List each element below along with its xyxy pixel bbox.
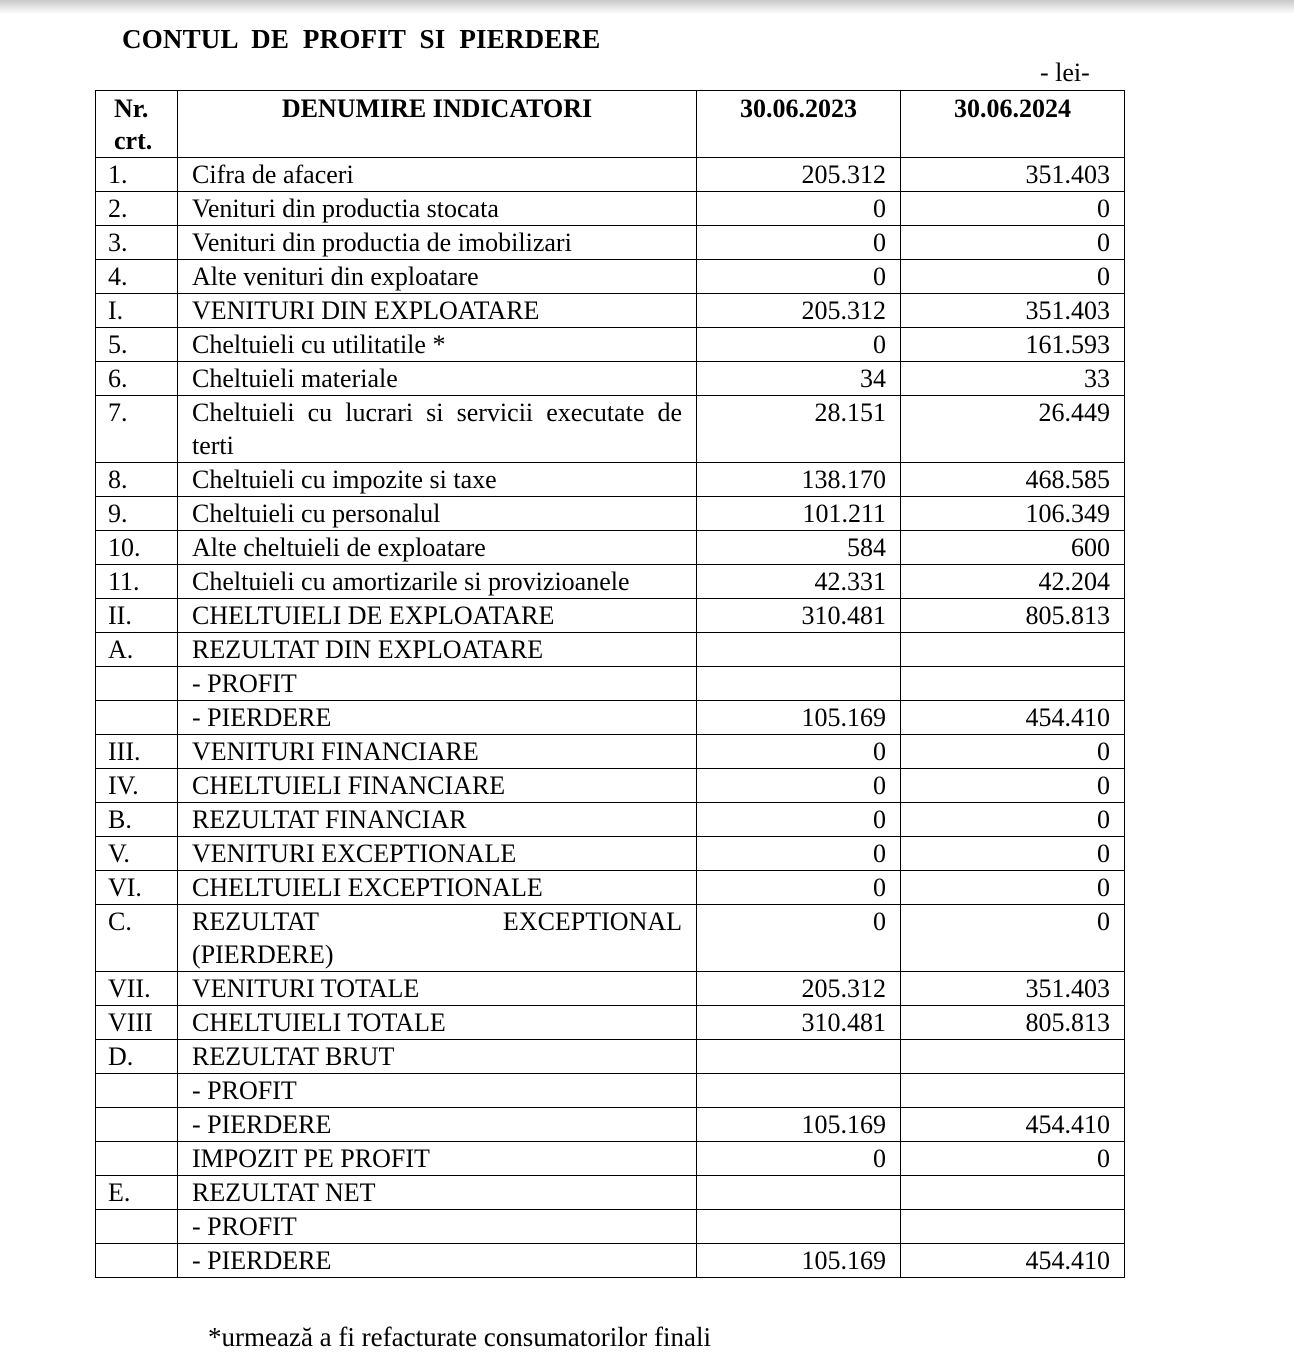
row-value-2023: 205.312 <box>697 972 901 1006</box>
row-name: Alte cheltuieli de exploatare <box>178 531 697 565</box>
table-row <box>96 735 1125 769</box>
row-value-2023: 101.211 <box>697 497 901 531</box>
row-name <box>178 905 697 972</box>
row-name: REZULTAT FINANCIAR <box>178 803 697 837</box>
row-value-2024: 0 <box>901 871 1125 905</box>
row-value-2024 <box>901 1210 1125 1244</box>
row-name: - PIERDERE <box>178 1108 697 1142</box>
row-value-2023 <box>697 1210 901 1244</box>
header-nr-line2: crt. <box>114 126 153 155</box>
row-value-2023: 138.170 <box>697 463 901 497</box>
row-value-2024: 351.403 <box>901 294 1125 328</box>
row-value-2024: 600 <box>901 531 1125 565</box>
table-row <box>96 769 1125 803</box>
table-row <box>96 158 1125 192</box>
row-nr <box>96 1108 178 1142</box>
row-value-2023: 0 <box>697 260 901 294</box>
row-value-2023: 584 <box>697 531 901 565</box>
table-row <box>96 1244 1125 1278</box>
table-row <box>96 463 1125 497</box>
row-value-2023: 310.481 <box>697 1006 901 1040</box>
row-value-2023 <box>697 633 901 667</box>
row-name: IMPOZIT PE PROFIT <box>178 1142 697 1176</box>
row-name: REZULTAT BRUT <box>178 1040 697 1074</box>
row-value-2024: 0 <box>901 837 1125 871</box>
row-value-2024: 106.349 <box>901 497 1125 531</box>
page-title: CONTUL DE PROFIT SI PIERDERE <box>122 24 601 54</box>
table-row <box>96 328 1125 362</box>
row-nr: 10. <box>96 531 178 565</box>
row-value-2023: 0 <box>697 905 901 972</box>
row-value-2024: 0 <box>901 905 1125 972</box>
row-value-2024 <box>901 667 1125 701</box>
row-value-2023: 205.312 <box>697 158 901 192</box>
row-value-2023: 105.169 <box>697 701 901 735</box>
row-name: - PROFIT <box>178 1210 697 1244</box>
row-name: - PIERDERE <box>178 1244 697 1278</box>
row-nr <box>96 1244 178 1278</box>
row-name: Cheltuieli cu amortizarile si provizioanele <box>178 565 697 599</box>
row-value-2023: 0 <box>697 1142 901 1176</box>
row-value-2023: 28.151 <box>697 396 901 463</box>
row-name: Venituri din productia stocata <box>178 192 697 226</box>
row-nr: 5. <box>96 328 178 362</box>
row-nr <box>96 1074 178 1108</box>
row-name: Cheltuieli cu utilitatile * <box>178 328 697 362</box>
footnote: *urmează a fi refacturate consumatorilor finali <box>208 1322 711 1352</box>
row-name: REZULTAT NET <box>178 1176 697 1210</box>
row-value-2024: 0 <box>901 735 1125 769</box>
table-row <box>96 1210 1125 1244</box>
row-value-2024: 454.410 <box>901 1244 1125 1278</box>
row-name: CHELTUIELI FINANCIARE <box>178 769 697 803</box>
row-value-2023: 0 <box>697 837 901 871</box>
table-row <box>96 599 1125 633</box>
row-value-2024: 0 <box>901 226 1125 260</box>
row-nr: II. <box>96 599 178 633</box>
row-nr: III. <box>96 735 178 769</box>
header-2023: 30.06.2023 <box>697 91 901 158</box>
header-2024: 30.06.2024 <box>901 91 1125 158</box>
row-value-2024 <box>901 1176 1125 1210</box>
row-nr: 7. <box>96 396 178 463</box>
row-name: VENITURI FINANCIARE <box>178 735 697 769</box>
row-value-2023: 0 <box>697 192 901 226</box>
row-value-2024: 351.403 <box>901 158 1125 192</box>
table-row <box>96 837 1125 871</box>
row-nr: 1. <box>96 158 178 192</box>
row-value-2023: 0 <box>697 871 901 905</box>
table-row <box>96 667 1125 701</box>
row-name: VENITURI TOTALE <box>178 972 697 1006</box>
row-value-2024: 805.813 <box>901 599 1125 633</box>
row-name: Cheltuieli cu personalul <box>178 497 697 531</box>
row-value-2024: 0 <box>901 260 1125 294</box>
row-value-2024: 42.204 <box>901 565 1125 599</box>
row-value-2023: 0 <box>697 769 901 803</box>
row-value-2024: 805.813 <box>901 1006 1125 1040</box>
row-value-2024: 161.593 <box>901 328 1125 362</box>
table-row <box>96 972 1125 1006</box>
table-row <box>96 531 1125 565</box>
row-name: CHELTUIELI DE EXPLOATARE <box>178 599 697 633</box>
row-nr: D. <box>96 1040 178 1074</box>
currency-unit: - lei- <box>1040 58 1090 87</box>
row-value-2023: 42.331 <box>697 565 901 599</box>
table-row <box>96 260 1125 294</box>
header-nr <box>96 91 178 158</box>
header-nr-line1: Nr. <box>114 94 149 123</box>
row-name: Alte venituri din exploatare <box>178 260 697 294</box>
row-value-2023: 0 <box>697 803 901 837</box>
row-value-2024 <box>901 1040 1125 1074</box>
row-value-2023: 205.312 <box>697 294 901 328</box>
table-row <box>96 1040 1125 1074</box>
row-name: - PIERDERE <box>178 701 697 735</box>
row-value-2024 <box>901 1074 1125 1108</box>
row-name-line1 <box>192 905 682 938</box>
row-value-2024: 468.585 <box>901 463 1125 497</box>
table-row <box>96 803 1125 837</box>
row-value-2024: 351.403 <box>901 972 1125 1006</box>
table-row <box>96 1142 1125 1176</box>
row-value-2023 <box>697 667 901 701</box>
row-value-2024: 33 <box>901 362 1125 396</box>
row-name-part-a: REZULTAT <box>192 907 319 936</box>
table-row <box>96 1006 1125 1040</box>
row-name: CHELTUIELI EXCEPTIONALE <box>178 871 697 905</box>
row-nr: 6. <box>96 362 178 396</box>
row-value-2023: 0 <box>697 328 901 362</box>
row-value-2023: 34 <box>697 362 901 396</box>
table-row <box>96 396 1125 463</box>
header-name: DENUMIRE INDICATORI <box>178 91 697 158</box>
row-nr: B. <box>96 803 178 837</box>
row-name: Venituri din productia de imobilizari <box>178 226 697 260</box>
row-name: CHELTUIELI TOTALE <box>178 1006 697 1040</box>
table-row <box>96 497 1125 531</box>
row-value-2024: 454.410 <box>901 1108 1125 1142</box>
top-shadow <box>0 0 1294 14</box>
row-name: Cifra de afaceri <box>178 158 697 192</box>
table-row <box>96 905 1125 972</box>
row-nr: 3. <box>96 226 178 260</box>
row-name: - PROFIT <box>178 667 697 701</box>
table-header-row <box>96 91 1125 158</box>
row-name: VENITURI EXCEPTIONALE <box>178 837 697 871</box>
row-nr: C. <box>96 905 178 972</box>
row-value-2024: 0 <box>901 192 1125 226</box>
row-value-2023 <box>697 1176 901 1210</box>
row-value-2023: 105.169 <box>697 1108 901 1142</box>
row-value-2023: 0 <box>697 735 901 769</box>
row-nr: 2. <box>96 192 178 226</box>
table-row <box>96 701 1125 735</box>
row-value-2024: 454.410 <box>901 701 1125 735</box>
row-nr: VII. <box>96 972 178 1006</box>
row-name-part-b: EXCEPTIONAL <box>502 907 682 936</box>
row-nr <box>96 701 178 735</box>
row-value-2024 <box>901 633 1125 667</box>
row-nr: A. <box>96 633 178 667</box>
row-value-2024: 26.449 <box>901 396 1125 463</box>
row-value-2024: 0 <box>901 803 1125 837</box>
row-name: Cheltuieli cu impozite si taxe <box>178 463 697 497</box>
row-nr: V. <box>96 837 178 871</box>
row-nr: 4. <box>96 260 178 294</box>
row-value-2023: 310.481 <box>697 599 901 633</box>
table-row <box>96 1176 1125 1210</box>
table-row <box>96 226 1125 260</box>
row-nr: VI. <box>96 871 178 905</box>
row-value-2023: 0 <box>697 226 901 260</box>
table-row <box>96 362 1125 396</box>
row-nr <box>96 1142 178 1176</box>
row-name: Cheltuieli cu lucrari si servicii executate de terti <box>178 396 697 463</box>
row-value-2024: 0 <box>901 769 1125 803</box>
table-row <box>96 1074 1125 1108</box>
table-row <box>96 633 1125 667</box>
row-nr: IV. <box>96 769 178 803</box>
row-nr: 11. <box>96 565 178 599</box>
row-value-2024: 0 <box>901 1142 1125 1176</box>
row-nr: I. <box>96 294 178 328</box>
row-value-2023 <box>697 1040 901 1074</box>
row-nr <box>96 1210 178 1244</box>
table-row <box>96 565 1125 599</box>
row-name: - PROFIT <box>178 1074 697 1108</box>
row-nr: VIII <box>96 1006 178 1040</box>
table-row <box>96 294 1125 328</box>
row-name: REZULTAT DIN EXPLOATARE <box>178 633 697 667</box>
table-row <box>96 192 1125 226</box>
row-nr <box>96 667 178 701</box>
row-name-part-c: (PIERDERE) <box>192 940 334 969</box>
table-row <box>96 1108 1125 1142</box>
row-value-2023 <box>697 1074 901 1108</box>
row-nr: 8. <box>96 463 178 497</box>
row-value-2023: 105.169 <box>697 1244 901 1278</box>
row-nr: E. <box>96 1176 178 1210</box>
table-row <box>96 871 1125 905</box>
row-nr: 9. <box>96 497 178 531</box>
row-name: VENITURI DIN EXPLOATARE <box>178 294 697 328</box>
profit-loss-table <box>95 90 1125 1278</box>
row-name: Cheltuieli materiale <box>178 362 697 396</box>
